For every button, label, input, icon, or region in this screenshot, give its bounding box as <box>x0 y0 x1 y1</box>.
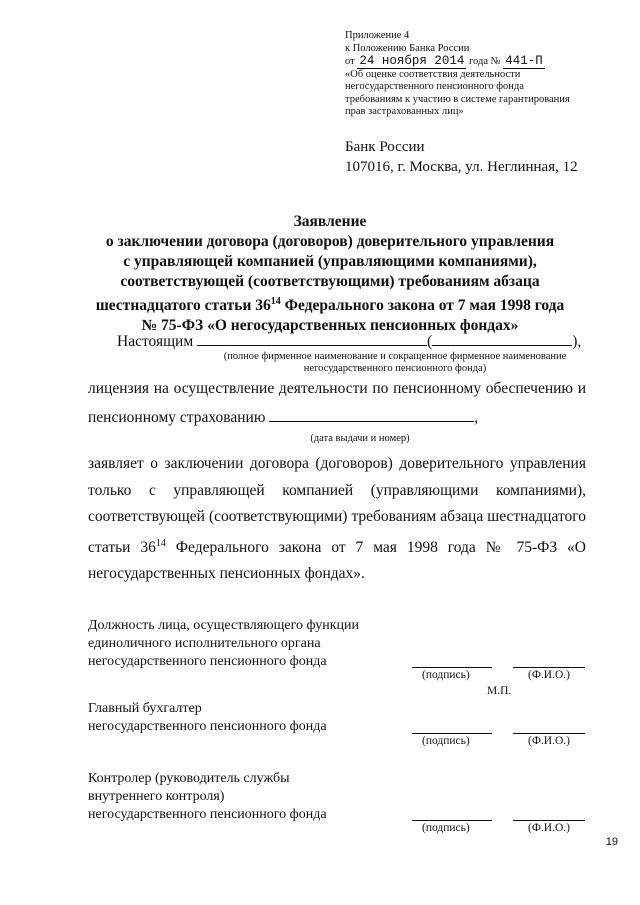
title-line-4: соответствующей (соответствующими) требованиям абзаца <box>120 273 540 290</box>
license-comma: , <box>474 409 479 426</box>
page-number: 19 <box>605 836 618 848</box>
head-fio-caption: (Ф.И.О.) <box>528 669 570 681</box>
hereby-line <box>117 331 607 352</box>
license-date-number-field[interactable] <box>269 407 474 422</box>
appendix-date-line <box>345 55 585 69</box>
controller-fio-caption: (Ф.И.О.) <box>528 822 570 834</box>
title-line-5a: шестнадцатого статьи 36 <box>95 297 271 315</box>
stamp-label: М.П. <box>487 685 512 697</box>
name-hint-2: негосударственного пенсионного фонда) <box>303 363 487 374</box>
accountant-label-2: негосударственного пенсионного фонда <box>88 719 327 734</box>
regulation-number: 441-П <box>505 54 543 68</box>
recipient-address <box>345 137 578 177</box>
head-label-3: негосударственного пенсионного фонда <box>88 654 327 669</box>
paren-close: ), <box>572 333 582 350</box>
fund-short-name-field[interactable] <box>432 331 572 346</box>
controller-label-1: Контролер (руководитель службы <box>88 771 290 786</box>
accountant-signature-caption: (подпись) <box>422 735 470 747</box>
date-prefix: от <box>345 56 355 67</box>
appendix-regulation: к Положению Банка России <box>345 42 470 54</box>
controller-signature-caption: (подпись) <box>422 822 470 834</box>
recipient-name: Банк России <box>345 139 425 155</box>
head-fio-line[interactable] <box>513 667 585 668</box>
declaration-line-4b: Федерального закона от 7 мая 1998 года № 75-ФЗ «О <box>165 538 586 556</box>
appendix-subject-3: требованиям к участию в системе гарантирования <box>345 93 570 105</box>
appendix-subject-1: «Об оценке соответствия деятельности <box>345 68 521 80</box>
date-number-hint: (дата выдачи и номер) <box>310 433 410 444</box>
title-line-6: № 75-ФЗ «О негосударственных пенсионных фондах» <box>141 317 519 335</box>
declaration-line-2: только с управляющей компанией (управляющими компаниями), <box>88 481 586 499</box>
paren-open: ( <box>427 333 433 350</box>
license-line-2 <box>88 407 478 428</box>
document-title <box>60 212 600 336</box>
head-label-1: Должность лица, осуществляющего функции <box>88 618 360 633</box>
hereby-word: Настоящим <box>117 333 194 350</box>
title-line-5 <box>60 292 600 316</box>
accountant-signature-line[interactable] <box>412 733 492 734</box>
title-line-2: о заключении договора (договоров) доверительного управления <box>105 233 555 250</box>
license-line-1: лицензия на осуществление деятельности по пенсионному обеспечению и <box>88 380 586 397</box>
date-value: 24 ноября 2014 <box>359 54 465 68</box>
declaration-line-3: соответствующей (соответствующими) требованиям абзаца шестнадцатого <box>88 508 586 525</box>
declaration-paragraph <box>88 451 586 588</box>
accountant-fio-caption: (Ф.И.О.) <box>528 735 570 747</box>
title-line-5b: Федерального закона от 7 мая 1998 года <box>280 297 565 315</box>
accountant-fio-line[interactable] <box>513 733 585 734</box>
appendix-subject-2: негосударственного пенсионного фонда <box>345 81 524 92</box>
title-line-3: с управляющей компанией (управляющими компаниями), <box>123 253 537 270</box>
title-superscript: 14 <box>270 296 281 307</box>
accountant-label-1: Главный бухгалтер <box>88 701 202 716</box>
declaration-superscript: 14 <box>155 537 166 549</box>
fund-full-name-field[interactable] <box>197 331 427 346</box>
appendix-subject-4: прав застрахованных лиц» <box>345 106 464 117</box>
declaration-line-1: заявляет о заключении договора (договоров) доверительного управления <box>88 455 586 472</box>
controller-label <box>88 770 327 824</box>
name-hint-1: (полное фирменное наименование и сокращенное фирменное наименование <box>223 351 567 362</box>
controller-label-2: внутреннего контроля) <box>88 789 225 804</box>
fund-name-hint <box>190 351 600 375</box>
controller-fio-line[interactable] <box>513 820 585 821</box>
declaration-line-4a: статьи 36 <box>88 538 156 556</box>
head-signature-caption: (подпись) <box>422 669 470 681</box>
license-text: пенсионному страхованию <box>88 409 266 426</box>
controller-label-3: негосударственного пенсионного фонда <box>88 807 327 822</box>
head-label-2: единоличного исполнительного органа <box>88 636 321 651</box>
appendix-header <box>345 30 585 119</box>
recipient-street: 107016, г. Москва, ул. Неглинная, 12 <box>345 159 578 175</box>
appendix-title: Приложение 4 <box>345 30 410 41</box>
declaration-line-4 <box>88 531 586 562</box>
title-line-1: Заявление <box>293 213 367 230</box>
accountant-label <box>88 700 327 736</box>
head-signature-line[interactable] <box>412 667 492 668</box>
controller-signature-line[interactable] <box>412 820 492 821</box>
year-number-label: года № <box>468 56 501 67</box>
head-position-label <box>88 617 359 671</box>
declaration-line-5: негосударственных пенсионных фондах». <box>88 565 365 583</box>
